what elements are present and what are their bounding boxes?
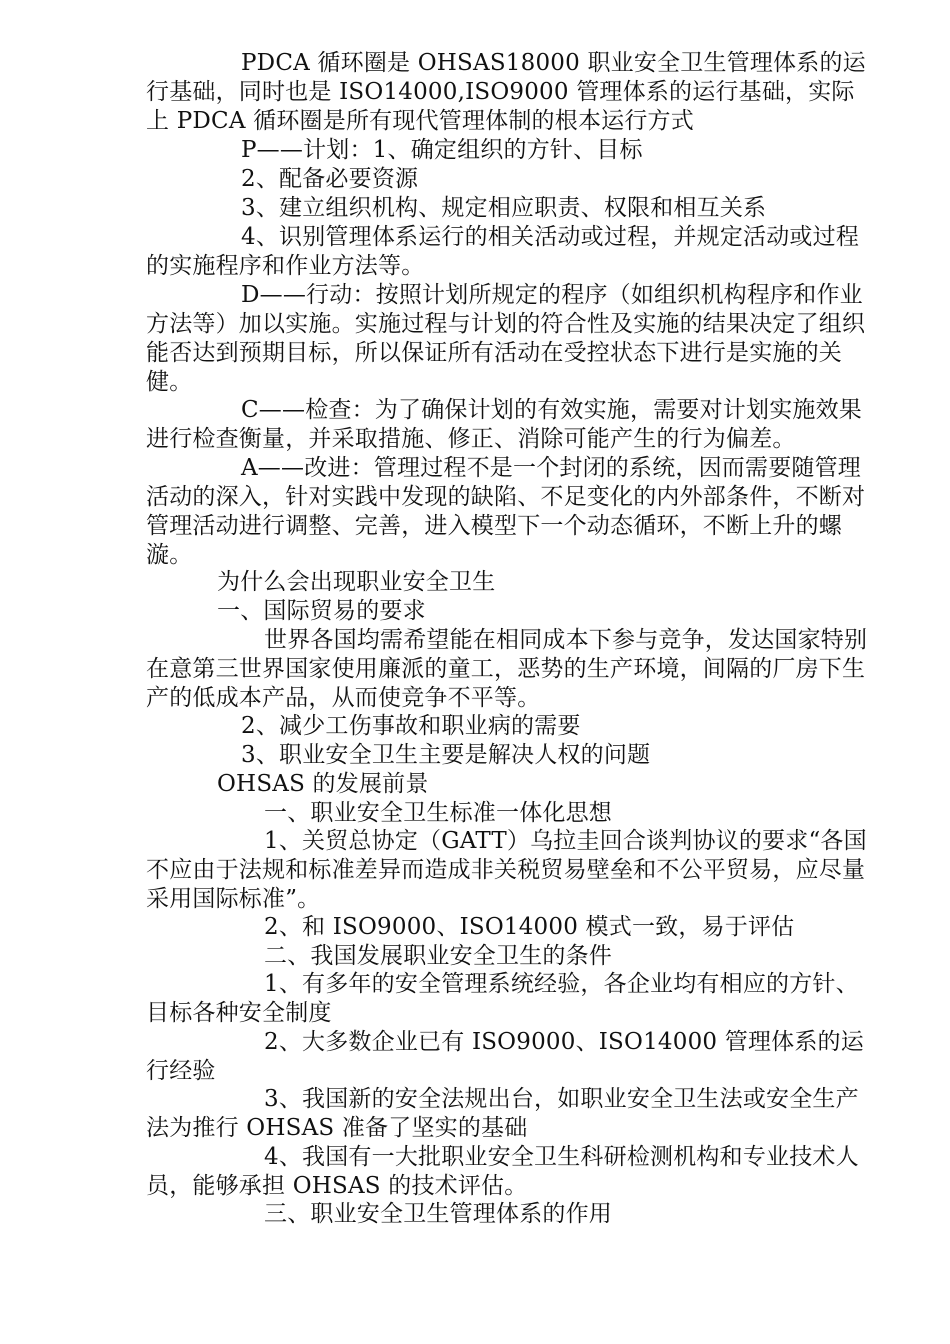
heading-why: 为什么会出现职业安全卫生 [217,569,496,595]
plan-item-2: 2、配备必要资源 [241,166,419,192]
outlook-section-1: 一、职业安全卫生标准一体化思想 [264,800,612,826]
why-item-2: 2、减少工伤事故和职业病的需要 [241,713,581,739]
paragraph-plan: P——计划：1、确定组织的方针、目标 [241,137,643,163]
outlook-item-1-2: 2、和 ISO9000、ISO14000 模式一致，易于评估 [264,914,795,940]
outlook-item-2-3: 3、我国新的安全法规出台，如职业安全卫生法或安全生产法为推行 OHSAS 准备了坚实的基础 [146,1086,859,1141]
why-item-3: 3、职业安全卫生主要是解决人权的问题 [241,742,651,768]
outlook-item-2-2: 2、大多数企业已有 ISO9000、ISO14000 管理体系的运行经验 [146,1029,864,1084]
plan-item-3: 3、建立组织机构、规定相应职责、权限和相互关系 [241,195,767,221]
outlook-section-2: 二、我国发展职业安全卫生的条件 [264,943,612,969]
paragraph-check: C——检查：为了确保计划的有效实施，需要对计划实施效果进行检查衡量，并采取措施、修正、消除可能产生的行为偏差。 [146,397,862,452]
outlook-item-2-1: 1、有多年的安全管理系统经验，各企业均有相应的方针、目标各种安全制度 [146,971,859,1026]
heading-outlook: OHSAS 的发展前景 [217,771,429,797]
outlook-item-2-4: 4、我国有一大批职业安全卫生科研检测机构和专业技术人员，能够承担 OHSAS 的技术评估。 [146,1144,859,1199]
why-item-1-text: 世界各国均需希望能在相同成本下参与竞争，发达国家特别在意第三世界国家使用廉派的童工，恶势的生产环境，间隔的厂房下生产的低成本产品，从而使竞争不平等。 [146,627,868,711]
why-item-1: 一、国际贸易的要求 [217,598,426,624]
outlook-item-1-1: 1、关贸总协定（GATT）乌拉圭回合谈判协议的要求“各国不应由于法规和标准差异而造成非关税贸易壁垒和不公平贸易，应尽量采用国际标准”。 [146,828,867,912]
paragraph-pdca-intro: PDCA 循环圈是 OHSAS18000 职业安全卫生管理体系的运行基础，同时也是 ISO14000,ISO9000 管理体系的运行基础，实际上 PDCA 循环圈是所有现代管理体制的根本运行方式 [146,50,866,134]
paragraph-do: D——行动：按照计划所规定的程序（如组织机构程序和作业方法等）加以实施。实施过程与计划的符合性及实施的结果决定了组织能否达到预期目标，所以保证所有活动在受控状态下进行是实施的关健。 [146,282,866,395]
outlook-section-3: 三、职业安全卫生管理体系的作用 [264,1201,612,1227]
paragraph-act: A——改进：管理过程不是一个封闭的系统，因而需要随管理活动的深入，针对实践中发现的缺陷、不足变化的内外部条件，不断对管理活动进行调整、完善，进入模型下一个动态循环，不断上升的螺漩。 [146,455,866,568]
plan-item-4: 4、识别管理体系运行的相关活动或过程，并规定活动或过程的实施程序和作业方法等。 [146,224,860,279]
